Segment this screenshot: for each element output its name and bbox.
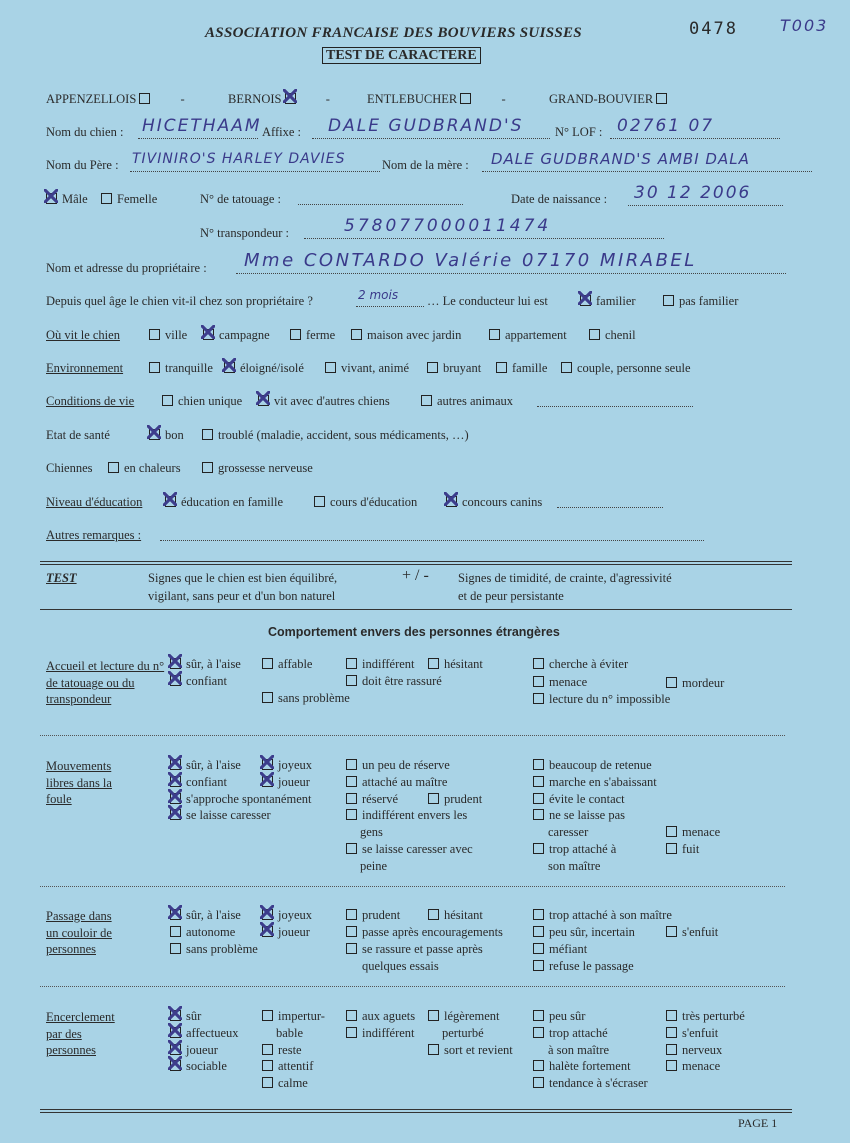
breed-checkbox[interactable] [460, 93, 471, 104]
dotted-line [312, 138, 550, 139]
breed-checkbox[interactable] [139, 93, 150, 104]
option-checkbox[interactable] [533, 676, 544, 687]
option-checkbox[interactable] [262, 1044, 273, 1055]
test-label: TEST [46, 571, 77, 585]
health-checkbox[interactable] [149, 429, 160, 440]
option-checkbox[interactable] [170, 926, 181, 937]
option-checkbox[interactable] [262, 1077, 273, 1088]
option-checkbox[interactable] [666, 1027, 677, 1038]
affixe-value[interactable]: DALE GUDBRAND'S [328, 116, 524, 136]
option-checkbox[interactable] [170, 675, 181, 686]
environment-label: Environnement [46, 361, 124, 375]
living-option-label: ville [165, 328, 188, 342]
option-checkbox[interactable] [346, 776, 357, 787]
option-checkbox[interactable] [262, 776, 273, 787]
breed-label: GRAND-BOUVIER [549, 92, 654, 106]
dog-name-label: Nom du chien : [46, 125, 124, 139]
option-checkbox[interactable] [666, 1044, 677, 1055]
dotted-line [628, 205, 783, 206]
owner-value[interactable]: Mme CONTARDO Valérie 07170 MIRABEL [244, 250, 697, 271]
test-title [322, 48, 481, 63]
option-checkbox[interactable] [428, 909, 439, 920]
environment-option-label: famille [512, 361, 548, 375]
option-checkbox[interactable] [533, 843, 544, 854]
education-checkbox[interactable] [165, 496, 176, 507]
option-checkbox[interactable] [533, 1010, 544, 1021]
test-positive-line1: Signes que le chien est bien équilibré, [148, 571, 338, 585]
living-option-label: maison avec jardin [367, 328, 462, 342]
tattoo-field[interactable] [298, 204, 463, 205]
option-checkbox[interactable] [533, 693, 544, 704]
breed-checkbox[interactable] [285, 93, 296, 104]
dotted-separator [40, 986, 785, 987]
option-checkbox[interactable] [666, 826, 677, 837]
option-checkbox[interactable] [533, 1060, 544, 1071]
option-checkbox[interactable] [346, 658, 357, 669]
option-checkbox[interactable] [262, 1010, 273, 1021]
affixe-label: Affixe : [262, 125, 301, 139]
option-checkbox[interactable] [533, 909, 544, 920]
birth-value[interactable]: 30 12 2006 [634, 183, 752, 203]
option-checkbox[interactable] [170, 658, 181, 669]
row-encerclement-label: Encerclement par des personnes [46, 1010, 115, 1057]
test-title-text: TEST DE CARACTERE [322, 47, 481, 64]
dotted-line [138, 138, 258, 139]
option-checkbox[interactable] [170, 943, 181, 954]
option-checkbox[interactable] [533, 943, 544, 954]
option-checkbox[interactable] [428, 793, 439, 804]
dotted-line [557, 507, 663, 508]
divider [40, 561, 792, 562]
option-checkbox[interactable] [170, 1010, 181, 1021]
dotted-line [236, 273, 786, 274]
birth-label: Date de naissance : [511, 192, 608, 206]
environment-checkbox[interactable] [325, 362, 336, 373]
test-negative-line1: Signes de timidité, de crainte, d'agressivité [458, 571, 672, 585]
separator: - [501, 92, 506, 106]
dotted-line [482, 171, 812, 172]
divider [40, 564, 792, 565]
option-checkbox[interactable] [666, 1010, 677, 1021]
breed-label: ENTLEBUCHER [367, 92, 458, 106]
option-checkbox[interactable] [666, 1060, 677, 1071]
association-title: ASSOCIATION FRANCAISE DES BOUVIERS SUISSES [205, 25, 582, 41]
bitches-checkbox[interactable] [202, 462, 213, 473]
living-option [290, 328, 335, 343]
option-checkbox[interactable] [533, 1077, 544, 1088]
option-checkbox[interactable] [262, 658, 273, 669]
option-checkbox[interactable] [170, 909, 181, 920]
option-checkbox[interactable] [428, 658, 439, 669]
option-checkbox[interactable] [533, 1027, 544, 1038]
remarks-label: Autres remarques : [46, 528, 142, 542]
environment-option-label: bruyant [443, 361, 482, 375]
breed-label: BERNOIS [228, 92, 282, 106]
dog-name-value[interactable]: HICETHAAM [142, 116, 262, 136]
option-checkbox[interactable] [170, 1060, 181, 1071]
conditions-option-label: autres animaux [437, 394, 514, 408]
education-checkbox[interactable] [446, 496, 457, 507]
remarks-field[interactable] [160, 540, 704, 541]
education-option-label: concours canins [462, 495, 543, 509]
conductor-familiar [580, 294, 636, 309]
divider [40, 609, 792, 610]
row-accueil-label: Accueil et lecture du n° de tatouage ou du transpondeur [46, 659, 165, 706]
transponder-value[interactable]: 578077000011474 [344, 216, 552, 236]
living-checkbox[interactable] [589, 329, 600, 340]
section-title: Comportement envers des personnes étrangères [268, 625, 560, 639]
mother-label: Nom de la mère : [382, 158, 469, 172]
conditions-option-label: vit avec d'autres chiens [274, 394, 390, 408]
option-checkbox[interactable] [170, 759, 181, 770]
dotted-line [610, 138, 780, 139]
familiar-label: familier [596, 294, 636, 308]
female-checkbox[interactable] [101, 193, 112, 204]
environment-option-label: tranquille [165, 361, 213, 375]
health-label: Etat de santé [46, 428, 110, 442]
environment-checkbox[interactable] [496, 362, 507, 373]
living-checkbox[interactable] [203, 329, 214, 340]
lof-value[interactable]: 02761 07 [617, 116, 715, 136]
option-checkbox[interactable] [666, 677, 677, 688]
living-option-label: ferme [306, 328, 336, 342]
option-checkbox[interactable] [262, 909, 273, 920]
separator: - [180, 92, 185, 106]
option-checkbox[interactable] [346, 1027, 357, 1038]
living-checkbox[interactable] [489, 329, 500, 340]
living-label: Où vit le chien [46, 328, 120, 342]
mother-value[interactable]: DALE GUDBRAND'S AMBI DALA [491, 150, 750, 168]
bitches-option-label: en chaleurs [124, 461, 181, 475]
father-value[interactable]: TIVINIRO'S HARLEY DAVIES [132, 151, 346, 167]
health-option-label: bon [165, 428, 184, 442]
conditions-checkbox[interactable] [162, 395, 173, 406]
health-checkbox[interactable] [202, 429, 213, 440]
option-checkbox[interactable] [533, 776, 544, 787]
form-number: 0478 [689, 19, 738, 39]
since-label: Depuis quel âge le chien vit-il chez son propriétaire ? [46, 294, 313, 308]
option-checkbox[interactable] [262, 926, 273, 937]
living-option [203, 328, 270, 343]
option-checkbox[interactable] [170, 809, 181, 820]
option-checkbox[interactable] [346, 675, 357, 686]
dotted-line [304, 238, 664, 239]
option-checkbox[interactable] [666, 843, 677, 854]
father-label: Nom du Père : [46, 158, 119, 172]
education-label: Niveau d'éducation [46, 495, 143, 509]
breed-label: APPENZELLOIS [46, 92, 137, 106]
option-checkbox[interactable] [346, 759, 357, 770]
option-checkbox[interactable] [428, 1010, 439, 1021]
living-option-label: campagne [219, 328, 270, 342]
sex-female [101, 192, 157, 207]
option-checkbox[interactable] [262, 759, 273, 770]
living-option-label: appartement [505, 328, 567, 342]
separator: - [325, 92, 330, 106]
living-option [149, 328, 187, 343]
education-option-label: cours d'éducation [330, 495, 418, 509]
environment-checkbox[interactable] [561, 362, 572, 373]
option-checkbox[interactable] [533, 759, 544, 770]
breed-row [46, 92, 207, 107]
option-checkbox[interactable] [170, 1027, 181, 1038]
breed-row [367, 92, 528, 107]
breed-checkbox[interactable] [656, 93, 667, 104]
test-plus-minus: + / - [402, 567, 429, 584]
environment-option-label: vivant, animé [341, 361, 410, 375]
conductor-label: … Le conducteur lui est [427, 294, 548, 308]
education-option-label: éducation en famille [181, 495, 284, 509]
lof-label: N° LOF : [555, 125, 603, 139]
row-mouvements-label: Mouvements libres dans la foule [46, 759, 112, 806]
option-checkbox[interactable] [346, 909, 357, 920]
living-option [351, 328, 461, 343]
male-checkbox[interactable] [46, 193, 57, 204]
sex-male [46, 192, 88, 207]
bitches-checkbox[interactable] [108, 462, 119, 473]
breed-row [549, 92, 672, 107]
bitches-label: Chiennes [46, 461, 93, 475]
environment-option-label: couple, personne seule [577, 361, 691, 375]
environment-checkbox[interactable] [427, 362, 438, 373]
living-option [589, 328, 636, 343]
transponder-label: N° transpondeur : [200, 226, 290, 240]
environment-option-label: éloigné/isolé [240, 361, 304, 375]
option-checkbox[interactable] [170, 776, 181, 787]
page-number: PAGE 1 [738, 1116, 778, 1130]
option-checkbox[interactable] [346, 793, 357, 804]
female-label: Femelle [117, 192, 158, 206]
option-checkbox[interactable] [346, 843, 357, 854]
since-value[interactable]: 2 mois [358, 288, 399, 302]
option-checkbox[interactable] [533, 960, 544, 971]
dotted-line [537, 406, 693, 407]
living-option [489, 328, 567, 343]
tattoo-label: N° de tatouage : [200, 192, 282, 206]
option-checkbox[interactable] [346, 926, 357, 937]
breed-row [228, 92, 352, 107]
conductor-label-text: Le conducteur lui est [442, 294, 548, 308]
form-code: T003 [780, 16, 829, 35]
conditions-checkbox[interactable] [421, 395, 432, 406]
divider [40, 1112, 792, 1113]
conditions-label: Conditions de vie [46, 394, 135, 408]
option-checkbox[interactable] [346, 809, 357, 820]
living-checkbox[interactable] [149, 329, 160, 340]
living-checkbox[interactable] [351, 329, 362, 340]
option-checkbox[interactable] [533, 809, 544, 820]
option-checkbox[interactable] [346, 1010, 357, 1021]
environment-checkbox[interactable] [224, 362, 235, 373]
dotted-line [130, 171, 380, 172]
option-checkbox[interactable] [533, 658, 544, 669]
conductor-not-familiar [663, 294, 738, 309]
option-checkbox[interactable] [666, 926, 677, 937]
owner-label: Nom et adresse du propriétaire : [46, 261, 207, 275]
health-option-label: troublé (maladie, accident, sous médicaments, …) [218, 428, 469, 442]
option-checkbox[interactable] [346, 943, 357, 954]
option-checkbox[interactable] [533, 793, 544, 804]
dotted-separator [40, 735, 785, 736]
not-familiar-label: pas familier [679, 294, 739, 308]
option-checkbox[interactable] [428, 1044, 439, 1055]
familiar-checkbox[interactable] [580, 295, 591, 306]
bitches-option-label: grossesse nerveuse [218, 461, 313, 475]
not-familiar-checkbox[interactable] [663, 295, 674, 306]
dotted-line [356, 306, 424, 307]
test-negative-line2: et de peur persistante [458, 589, 564, 603]
option-checkbox[interactable] [170, 1044, 181, 1055]
conditions-checkbox[interactable] [258, 395, 269, 406]
living-checkbox[interactable] [290, 329, 301, 340]
option-checkbox[interactable] [170, 793, 181, 804]
divider [40, 1109, 792, 1110]
living-option-label: chenil [605, 328, 636, 342]
test-positive-line2: vigilant, sans peur et d'un bon naturel [148, 589, 336, 603]
conditions-option-label: chien unique [178, 394, 243, 408]
option-checkbox[interactable] [262, 692, 273, 703]
environment-checkbox[interactable] [149, 362, 160, 373]
male-label: Mâle [62, 192, 88, 206]
option-checkbox[interactable] [262, 1060, 273, 1071]
education-checkbox[interactable] [314, 496, 325, 507]
row-passage-label: Passage dans un couloir de personnes [46, 909, 112, 956]
option-checkbox[interactable] [533, 926, 544, 937]
dotted-separator [40, 886, 785, 887]
